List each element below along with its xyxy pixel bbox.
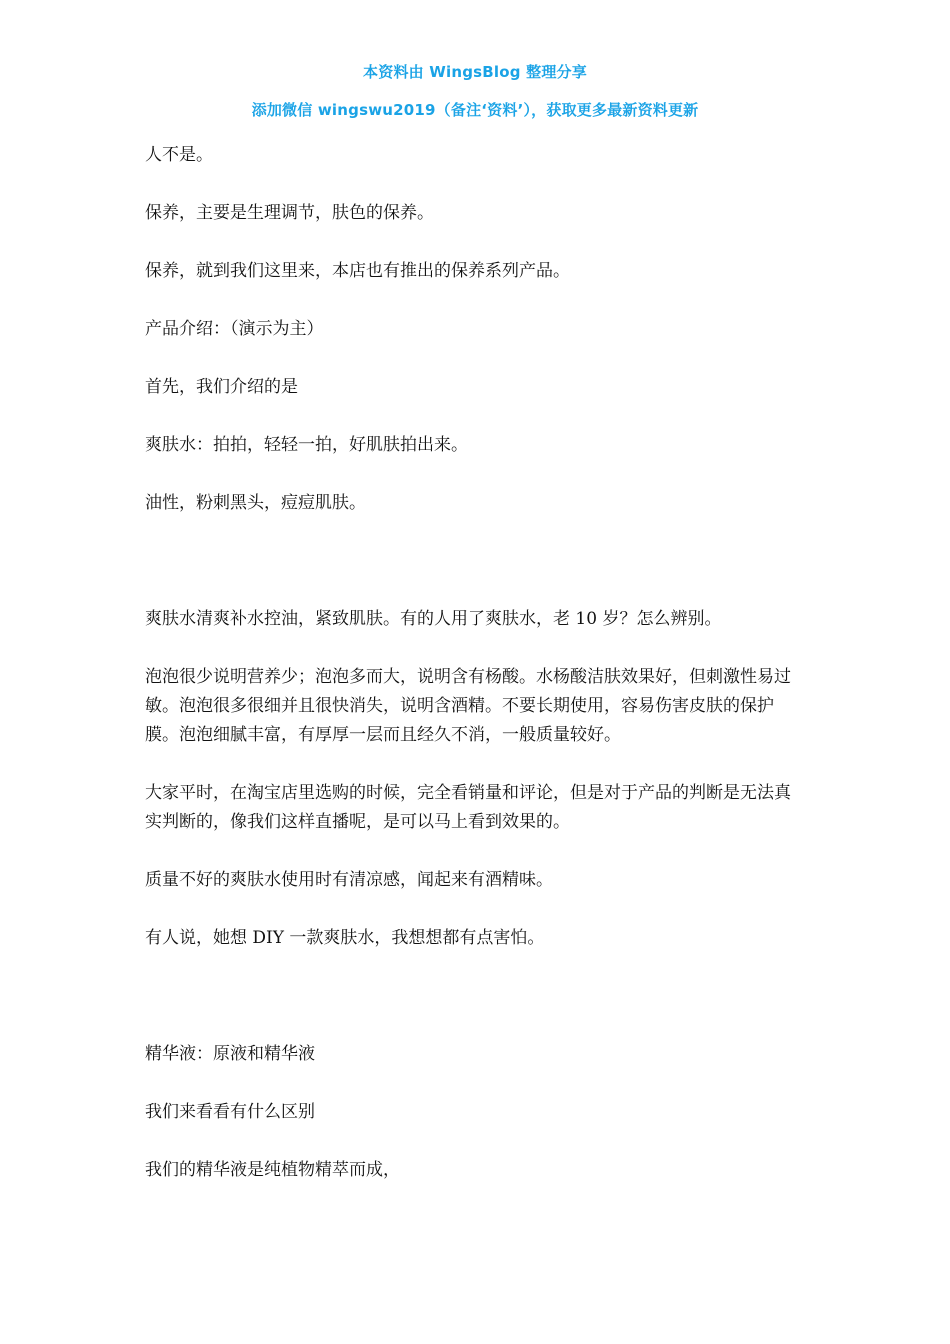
paragraph: 泡泡很少说明营养少；泡泡多而大，说明含有杨酸。水杨酸洁肤效果好，但刺激性易过敏。泡泡很多很细并且很快消失，说明含酒精。不要长期使用，容易伤害皮肤的保护膜。泡泡细腻丰富，有厚厚一层而且经久不消，一般质量较好。	[145, 667, 791, 745]
paragraph: 人不是。	[145, 145, 213, 165]
paragraph: 保养，主要是生理调节，肤色的保养。	[145, 203, 434, 223]
paragraph: 我们来看看有什么区别	[145, 1102, 315, 1122]
paragraph: 爽肤水清爽补水控油，紧致肌肤。有的人用了爽肤水，老 10 岁？怎么辨别。	[145, 609, 722, 629]
paragraph: 爽肤水：拍拍，轻轻一拍，好肌肤拍出来。	[145, 435, 468, 455]
paragraph: 油性，粉刺黑头，痘痘肌肤。	[145, 493, 366, 513]
blank-space	[145, 982, 805, 1040]
paragraph: 大家平时，在淘宝店里选购的时候，完全看销量和评论，但是对于产品的判断是无法真实判断的，像我们这样直播呢，是可以马上看到效果的。	[145, 783, 791, 832]
paragraph: 精华液：原液和精华液	[145, 1044, 315, 1064]
header-wechat-notice: 添加微信 wingswu2019（备注‘资料’），获取更多最新资料更新	[251, 101, 699, 119]
paragraph: 保养，就到我们这里来，本店也有推出的保养系列产品。	[145, 261, 570, 281]
paragraph: 我们的精华液是纯植物精萃而成，	[145, 1160, 400, 1180]
paragraph: 产品介绍：（演示为主）	[145, 319, 324, 339]
blank-space	[145, 547, 805, 605]
paragraph: 质量不好的爽肤水使用时有清凉感，闻起来有酒精味。	[145, 870, 553, 890]
paragraph: 有人说，她想 DIY 一款爽肤水，我想想都有点害怕。	[145, 928, 545, 948]
document-body	[145, 141, 805, 1214]
paragraph: 首先，我们介绍的是	[145, 377, 298, 397]
header-share-notice: 本资料由 WingsBlog 整理分享	[363, 63, 587, 81]
